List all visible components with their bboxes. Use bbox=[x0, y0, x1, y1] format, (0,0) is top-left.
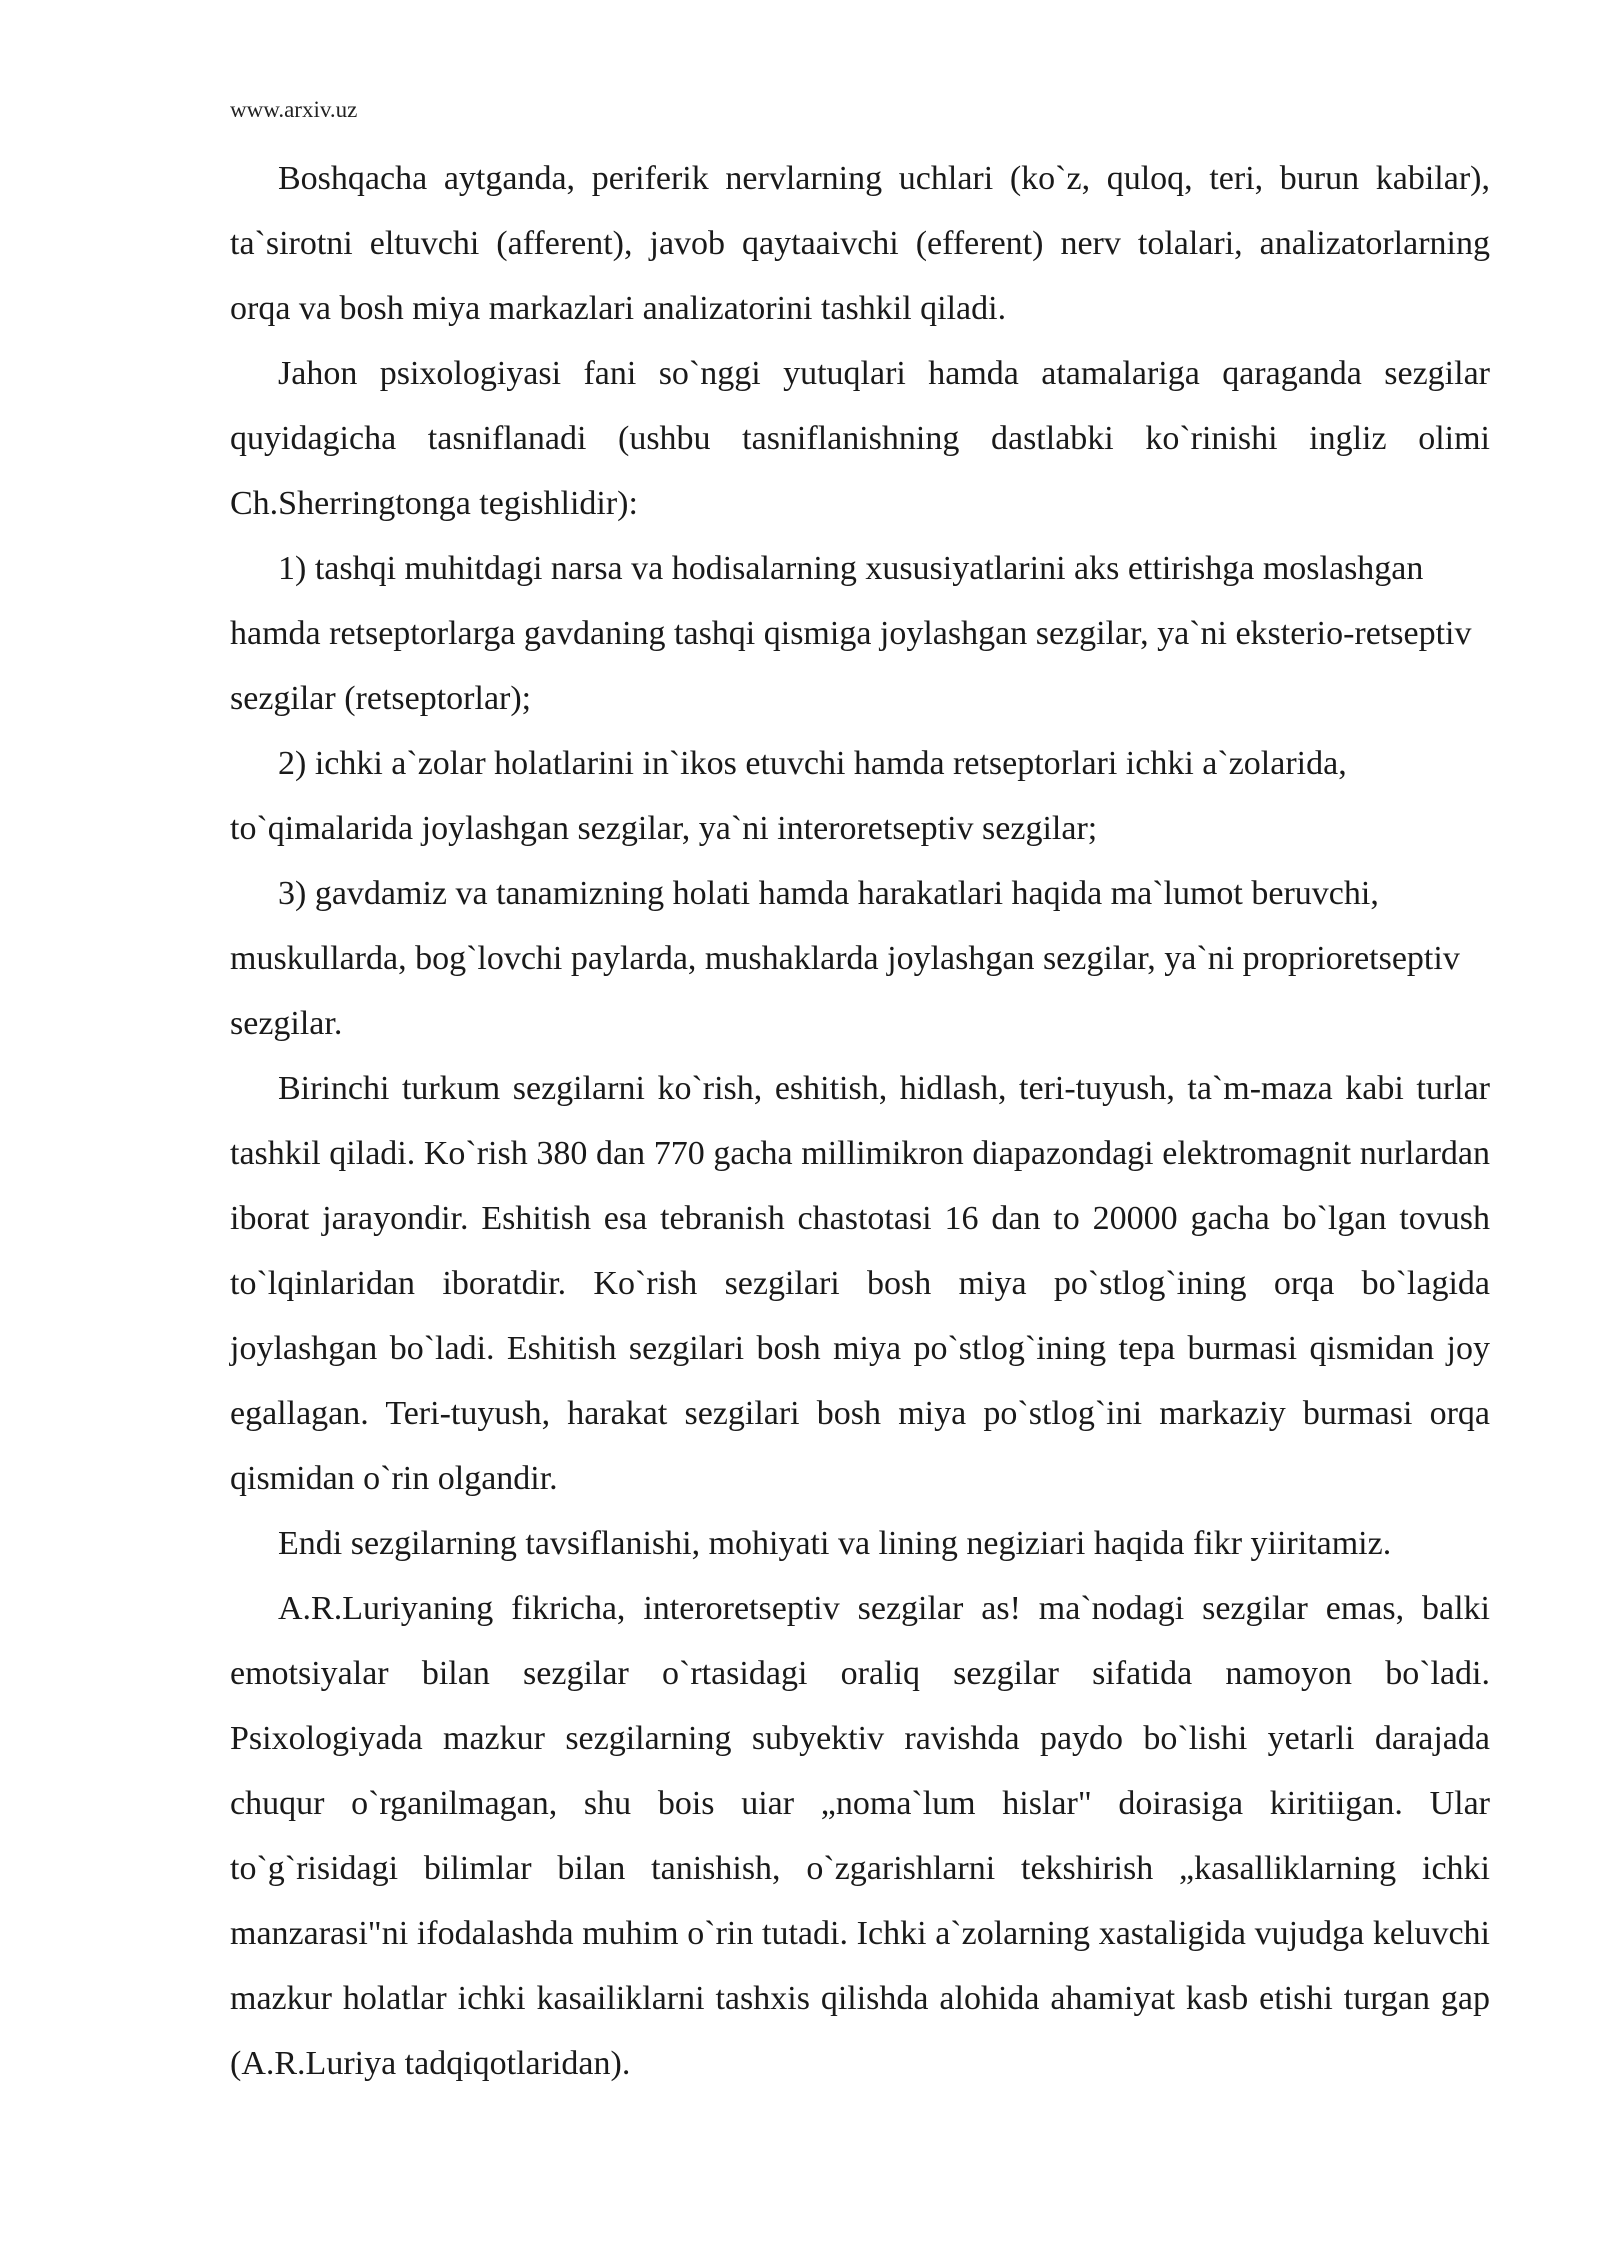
site-url-header: www.arxiv.uz bbox=[230, 97, 358, 122]
document-body bbox=[230, 146, 1490, 2096]
paragraph-classification: Jahon psixologiyasi fani so`nggi yutuqlari hamda atamalariga qaraganda sezgilar quyidagicha tasniflanadi (ushbu tasniflanishning dastlabki ko`rinishi ingliz olimi Ch.Sherringtonga tegishlidir): bbox=[230, 355, 1490, 522]
paragraph-analyzers: Boshqacha aytganda, periferik nervlarning uchlari (ko`z, quloq, teri, burun kabilar), ta`sirotni eltuvchi (afferent), javob qaytaaivchi (efferent) nerv tolalari, analizatorlarning orqa va bosh miya markazlari analizatorini tashkil qiladi. bbox=[230, 160, 1490, 327]
list-item-proprioceptive: 3) gavdamiz va tanamizning holati hamda harakatlari haqida ma`lumot beruvchi, muskullarda, bog`lovchi paylarda, mushaklarda joylashgan sezgilar, ya`ni proprioretseptiv sezgilar. bbox=[230, 875, 1460, 1042]
list-item-exteroceptive: 1) tashqi muhitdagi narsa va hodisalarning xususiyatlarini aks ettirishga moslashgan hamda retseptorlarga gavdaning tashqi qismiga joylashgan sezgilar, ya`ni eksterio-retseptiv sezgilar (retseptorlar); bbox=[230, 550, 1472, 717]
paragraph-luria: A.R.Luriyaning fikricha, interoretseptiv sezgilar as! ma`nodagi sezgilar emas, balki emotsiyalar bilan sezgilar o`rtasidagi oraliq sezgilar sifatida namoyon bo`ladi. Psixologiyada mazkur sezgilarning subyektiv ravishda paydo bo`lishi yetarli darajada chuqur o`rganilmagan, shu bois uiar „noma`lum hislar" doirasiga kiritiigan. Ular to`g`risidagi bilimlar bilan tanishish, o`zgarishlarni tekshirish „kasalliklarning ichki manzarasi"ni ifodalashda muhim o`rin tutadi. Ichki a`zolarning xastaligida vujudga keluvchi mazkur holatlar ichki kasailiklarni tashxis qilishda alohida ahamiyat kasb etishi turgan gap (A.R.Luriya tadqiqotlaridan). bbox=[230, 1590, 1490, 2082]
list-item-interoceptive: 2) ichki a`zolar holatlarini in`ikos etuvchi hamda retseptorlari ichki a`zolarida, to`qimalarida joylashgan sezgilar, ya`ni interoretseptiv sezgilar; bbox=[230, 745, 1347, 847]
paragraph-first-group: Birinchi turkum sezgilarni ko`rish, eshitish, hidlash, teri-tuyush, ta`m-maza kabi turlar tashkil qiladi. Ko`rish 380 dan 770 gacha millimikron diapazondagi elektromagnit nurlardan iborat jarayondir. Eshitish esa tebranish chastotasi 16 dan to 20000 gacha bo`lgan tovush to`lqinlaridan iboratdir. Ko`rish sezgilari bosh miya po`stlog`ining orqa bo`lagida joylashgan bo`ladi. Eshitish sezgilari bosh miya po`stlog`ining tepa burmasi qismidan joy egallagan. Teri-tuyush, harakat sezgilari bosh miya po`stlog`ini markaziy burmasi orqa qismidan o`rin olgandir. bbox=[230, 1070, 1490, 1497]
paragraph-transition: Endi sezgilarning tavsiflanishi, mohiyati va lining negiziari haqida fikr yiiritamiz. bbox=[278, 1525, 1392, 1562]
